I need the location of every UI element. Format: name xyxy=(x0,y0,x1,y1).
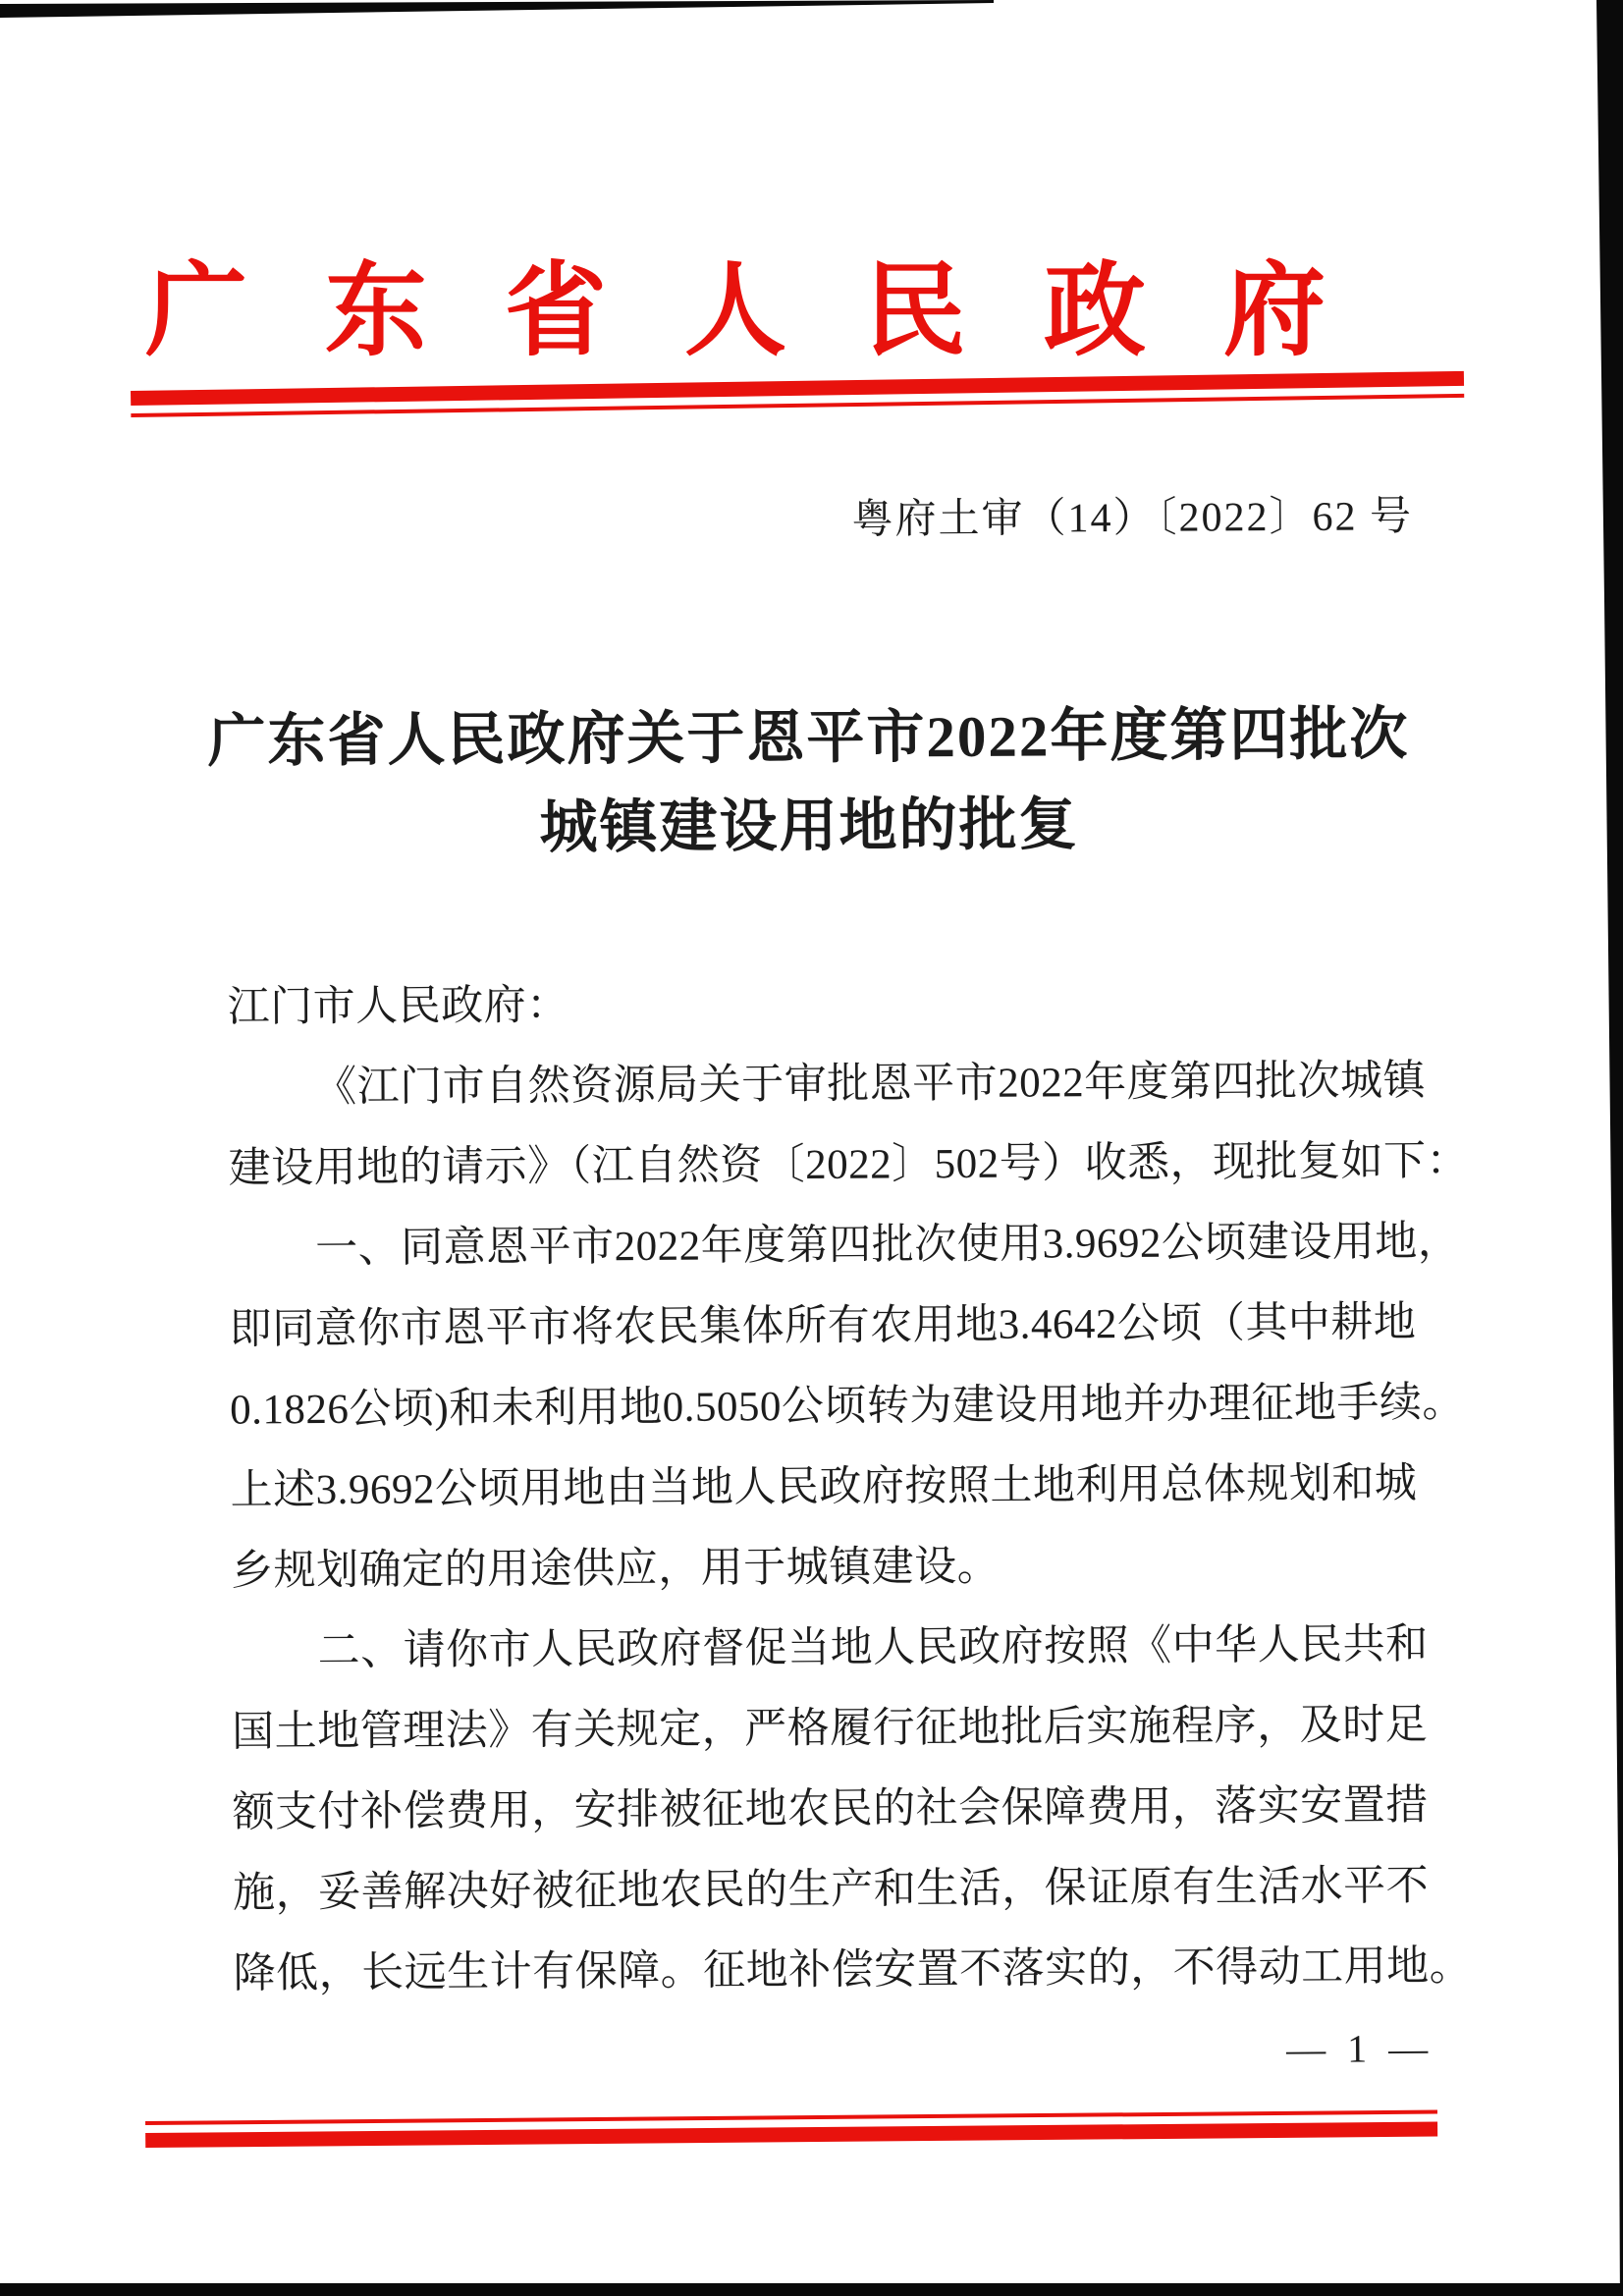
body-line: 额支付补偿费用，安排被征地农民的社会保障费用，落实安置措 xyxy=(232,1782,1429,1836)
body-line: 《江门市自然资源局关于审批恩平市2022年度第四批次城镇 xyxy=(313,1058,1427,1112)
agency-letterhead-title: 广东省人民政府 xyxy=(144,255,1404,368)
title-line-1: 广东省人民政府关于恩平市2022年度第四批次 xyxy=(207,701,1410,774)
document-body xyxy=(227,960,1473,2014)
body-line: 降低，长远生计有保障。征地补偿安置不落实的，不得动工用地。 xyxy=(233,1942,1473,1997)
body-line: 乡规划确定的用途供应，用于城镇建设。 xyxy=(230,1543,1001,1595)
body-line: 建设用地的请示》（江自然资〔2022〕502号）收悉，现批复如下： xyxy=(228,1137,1470,1192)
document-title xyxy=(0,688,1621,875)
body-line: 一、同意恩平市2022年度第四批次使用3.9692公顷建设用地， xyxy=(314,1218,1461,1273)
body-line: 国土地管理法》有关规定，严格履行征地批后实施程序，及时足 xyxy=(231,1702,1429,1756)
body-line: 二、请你市人民政府督促当地人民政府按照《中华人民共和 xyxy=(317,1621,1429,1675)
page-number: — 1 — xyxy=(1285,2026,1434,2072)
body-line: 即同意你市恩平市将农民集体所有农用地3.4642公顷（其中耕地 xyxy=(229,1299,1417,1353)
salutation: 江门市人民政府： xyxy=(227,982,569,1031)
body-line: 施，妥善解决好被征地农民的生产和生活，保证原有生活水平不 xyxy=(232,1863,1430,1917)
title-line-2: 城镇建设用地的批复 xyxy=(539,792,1079,860)
body-line: 0.1826公顷)和未利用地0.5050公顷转为建设用地并办理征地手续。 xyxy=(229,1379,1466,1434)
body-line: 上述3.9692公顷用地由当地人民政府按照土地利用总体规划和城 xyxy=(230,1460,1418,1514)
document-number: 粤府土审（14）〔2022〕62 号 xyxy=(851,494,1414,543)
